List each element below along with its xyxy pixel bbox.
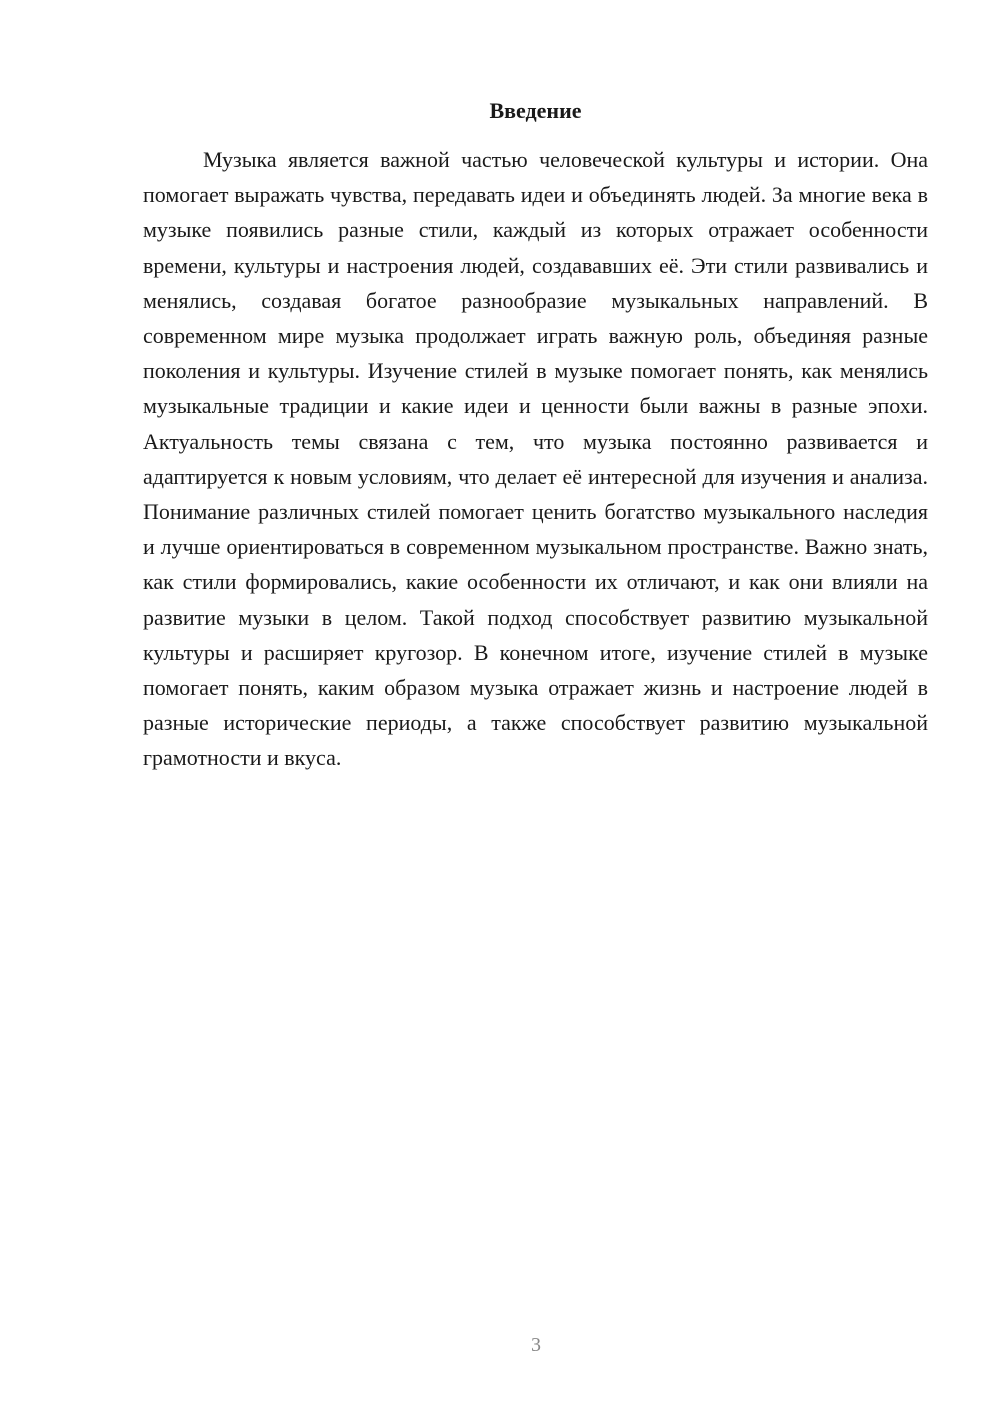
section-title: Введение [489, 98, 582, 123]
page-number: 3 [531, 1334, 541, 1356]
intro-paragraph: Музыка является важной частью человеческой культуры и истории. Она помогает выражать чувства, передавать идеи и объединять людей. За многие века в музыке появились разные стили, каждый из которых отражает особенности времени, культуры и настроения людей, создававших её. Эти стили развивались и менялись, создавая богатое разнообразие музыкальных направлений. В современном мире музыка продолжает играть важную роль, объединяя разные поколения и культуры. Изучение стилей в музыке помогает понять, как менялись музыкальные традиции и какие идеи и ценности были важны в разные эпохи. Актуальность темы связана с тем, что музыка постоянно развивается и адаптируется к новым условиям, что делает её интересной для изучения и анализа. Понимание различных стилей помогает ценить богатство музыкального наследия и лучше ориентироваться в современном музыкальном пространстве. Важно знать, как стили формировались, какие особенности их отличают, и как они влияли на развитие музыки в целом. Такой подход способствует развитию музыкальной культуры и расширяет кругозор. В конечном итоге, изучение стилей в музыке помогает понять, каким образом музыка отражает жизнь и настроение людей в разные исторические периоды, а также способствует развитию музыкальной грамотности и вкуса. [143, 147, 928, 771]
